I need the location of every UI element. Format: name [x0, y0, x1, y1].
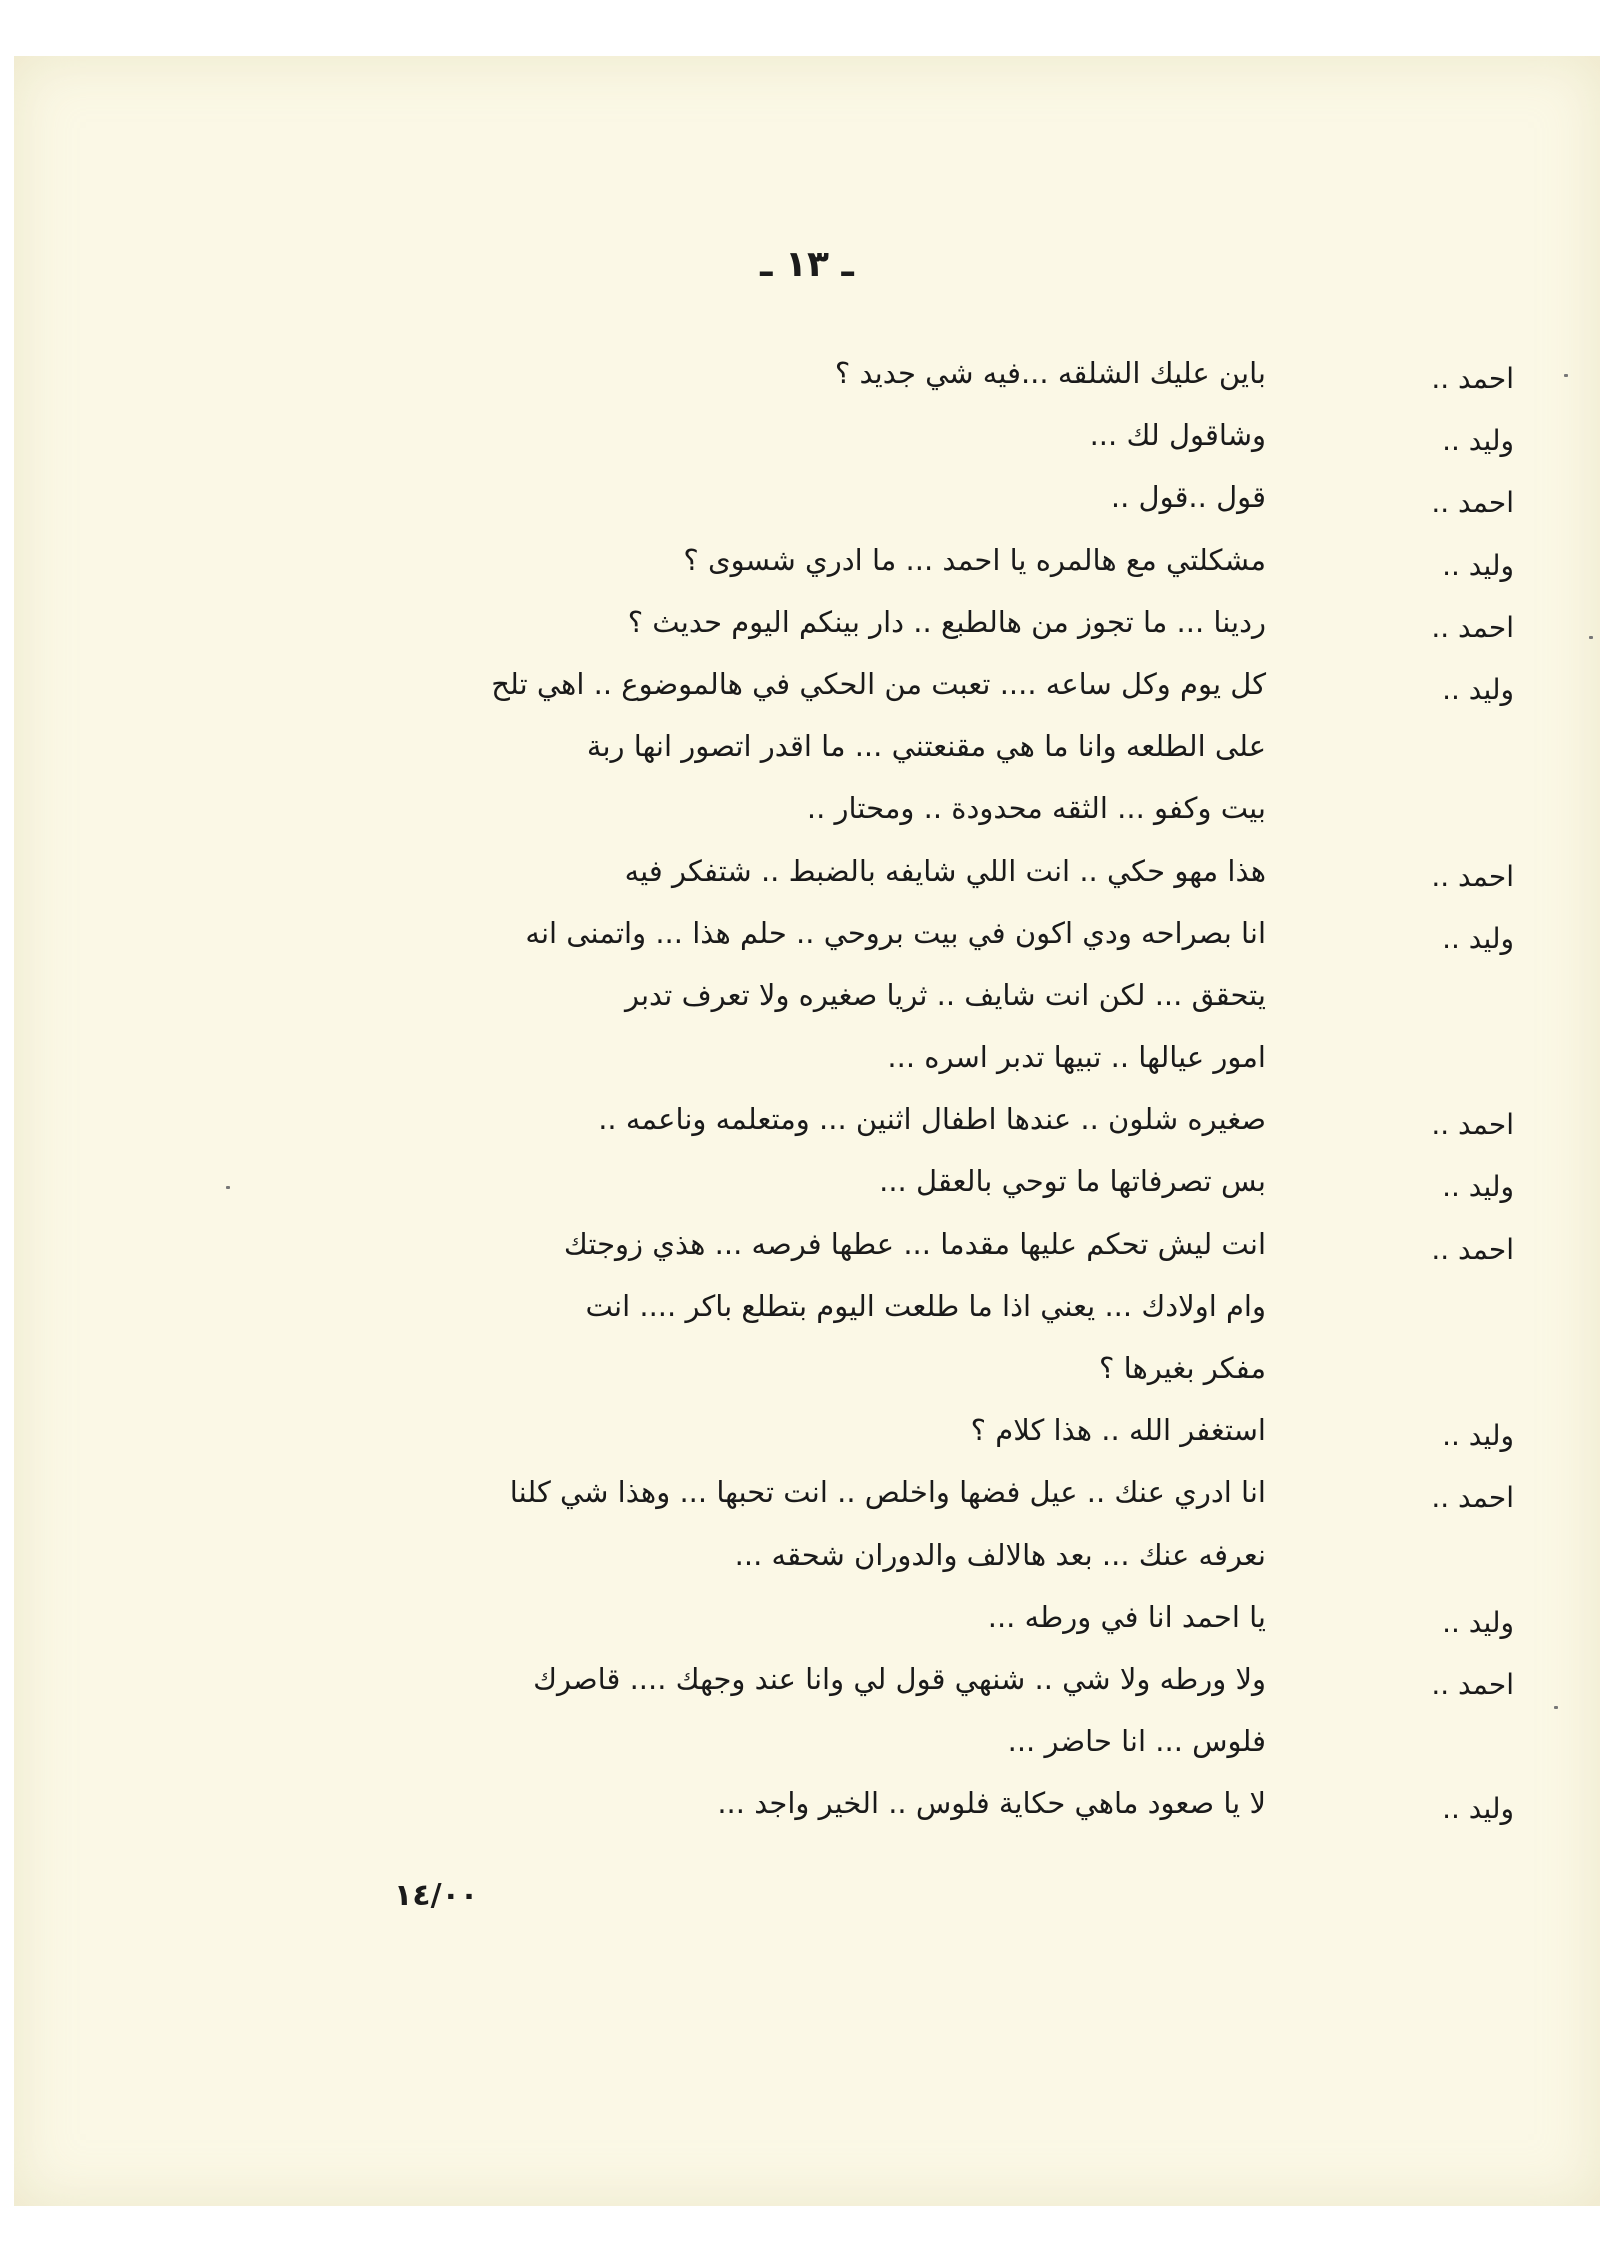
dialogue-text: وام اولادك ... يعني اذا ما طلعت اليوم بتطلع باكر .... انت: [585, 1288, 1266, 1323]
speaker-name: احمد ..: [1431, 1481, 1514, 1515]
speaker-name: وليد ..: [1442, 1170, 1514, 1204]
dialogue-text: باين عليك الشلقه ...فيه شي جديد ؟: [834, 356, 1266, 390]
margin-speck: [226, 1186, 230, 1189]
dialogue-text: قول ..قول ..: [1110, 480, 1266, 515]
dialogue-text: صغيره شلون .. عندها اطفال اثنين ... ومتعلمه وناعمه ..: [598, 1102, 1266, 1137]
speaker-name: وليد ..: [1442, 672, 1514, 706]
dialogue-text: يتحقق ... لكن انت شايف .. ثريا صغيره ولا تعرف تدبر: [624, 977, 1266, 1012]
dialogue-line: [14, 1413, 1600, 1475]
margin-speck: [1589, 636, 1593, 639]
speaker-name: احمد ..: [1431, 1667, 1514, 1701]
dialogue-line: [14, 605, 1600, 667]
dialogue-line: [14, 1351, 1600, 1413]
dialogue-line: [14, 791, 1600, 853]
dialogue-line: [14, 916, 1600, 978]
dialogue-line: [14, 1475, 1600, 1537]
dialogue-text: استغفر الله .. هذا كلام ؟: [970, 1413, 1266, 1448]
speaker-name: وليد ..: [1442, 1792, 1514, 1826]
script-dialogue: [14, 356, 1600, 1849]
dialogue-text: فلوس ... انا حاضر ...: [1007, 1724, 1266, 1759]
dialogue-text: انا ادري عنك .. عيل فضها واخلص .. انت تحبها ... وهذا شي كلنا: [509, 1475, 1266, 1510]
dialogue-text: انت ليش تحكم عليها مقدما ... عطها فرصه ... هذي زوجتك: [563, 1226, 1266, 1261]
speaker-name: وليد ..: [1442, 921, 1514, 955]
dialogue-line: [14, 1600, 1600, 1662]
dialogue-text: كل يوم وكل ساعه .... تعبت من الحكي في هالموضوع .. اهي تلح: [491, 666, 1266, 701]
dialogue-text: بس تصرفاتها ما توحي بالعقل ...: [879, 1164, 1266, 1199]
dialogue-line: [14, 978, 1600, 1040]
dialogue-text: امور عيالها .. تبيها تدبر اسره ...: [887, 1040, 1266, 1075]
dialogue-text: بيت وكفو ... الثقه محدودة .. ومحتار ..: [806, 791, 1266, 826]
speaker-name: احمد ..: [1431, 1232, 1514, 1266]
dialogue-line: [14, 543, 1600, 605]
speaker-name: احمد ..: [1431, 1108, 1514, 1142]
speaker-name: وليد ..: [1442, 1419, 1514, 1453]
dialogue-line: [14, 1538, 1600, 1600]
dialogue-line: [14, 667, 1600, 729]
page-number: ـ ١٣ ـ: [760, 244, 854, 285]
dialogue-line: [14, 1786, 1600, 1848]
dialogue-line: [14, 1662, 1600, 1724]
dialogue-line: [14, 356, 1600, 418]
dialogue-text: لا يا صعود ماهي حكاية فلوس .. الخير واجد ...: [717, 1786, 1266, 1821]
dialogue-text: ولا ورطه ولا شي .. شنهي قول لي وانا عند وجهك .... قاصرك: [533, 1661, 1266, 1696]
dialogue-text: ردينا ... ما تجوز من هالطبع .. دار بينكم اليوم حديث ؟: [627, 604, 1266, 639]
dialogue-line: [14, 1289, 1600, 1351]
dialogue-line: [14, 1227, 1600, 1289]
dialogue-line: [14, 854, 1600, 916]
speaker-name: احمد ..: [1431, 486, 1514, 520]
speaker-name: احمد ..: [1431, 610, 1514, 644]
dialogue-line: [14, 729, 1600, 791]
dialogue-text: هذا مهو حكي .. انت اللي شايفه بالضبط .. شتفكر فيه: [624, 853, 1266, 888]
dialogue-text: مفكر بغيرها ؟: [1099, 1351, 1266, 1385]
dialogue-text: انا بصراحه ودي اكون في بيت بروحي .. حلم هذا ... واتمنى انه: [525, 915, 1266, 950]
dialogue-line: [14, 1102, 1600, 1164]
dialogue-line: [14, 1040, 1600, 1102]
dialogue-line: [14, 1724, 1600, 1786]
speaker-name: احمد ..: [1431, 362, 1514, 395]
speaker-name: احمد ..: [1431, 859, 1514, 893]
dialogue-text: وشاقول لك ...: [1089, 418, 1266, 453]
dialogue-text: نعرفه عنك ... بعد هالالف والدوران شحقه ...: [734, 1537, 1266, 1572]
dialogue-text: يا احمد انا في ورطه ...: [987, 1599, 1266, 1634]
dialogue-text: على الطلعه وانا ما هي مقنعتني ... ما اقدر اتصور انها ربة: [586, 729, 1266, 764]
margin-speck: [1564, 374, 1568, 377]
document-page: [14, 56, 1600, 2206]
footer-code: ١٤/٠٠: [394, 1878, 479, 1913]
speaker-name: وليد ..: [1442, 1605, 1514, 1639]
margin-speck: [1554, 1706, 1558, 1709]
dialogue-text: مشكلتي مع هالمره يا احمد ... ما ادري شسوى ؟: [683, 542, 1266, 577]
dialogue-line: [14, 418, 1600, 480]
speaker-name: وليد ..: [1442, 424, 1514, 458]
speaker-name: وليد ..: [1442, 548, 1514, 582]
dialogue-line: [14, 1164, 1600, 1226]
dialogue-line: [14, 480, 1600, 542]
